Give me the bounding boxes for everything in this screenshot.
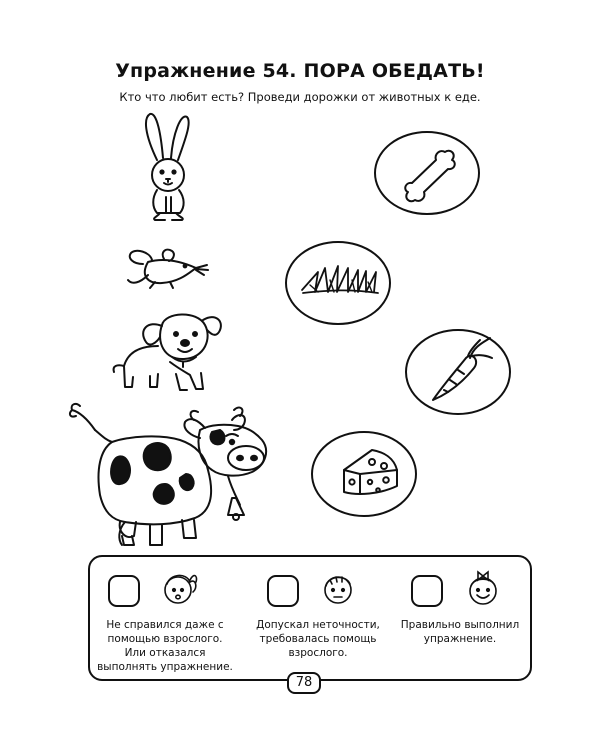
option2-line: Допускал неточности, <box>256 619 380 631</box>
bone-icon[interactable] <box>375 132 479 214</box>
option2-line: требовалась помощь <box>259 633 377 645</box>
dog-icon[interactable] <box>114 314 221 390</box>
option1-line: Не справился даже с <box>106 619 224 631</box>
option1-text <box>90 618 240 674</box>
page-number: 78 <box>287 672 321 694</box>
checkbox-needed-help[interactable] <box>267 575 299 607</box>
checkbox-completed-correctly[interactable] <box>411 575 443 607</box>
option1-line: Или отказался <box>124 647 206 659</box>
option3-line: Правильно выполнил <box>400 619 520 631</box>
rabbit-icon[interactable] <box>146 114 189 220</box>
girl-happy-face-icon <box>462 564 504 610</box>
girl-unhappy-face-icon <box>160 566 200 610</box>
option2-text <box>248 618 388 660</box>
carrot-icon[interactable] <box>406 330 510 414</box>
cheese-icon[interactable] <box>312 432 416 516</box>
option1-line: помощью взрослого. <box>107 633 223 645</box>
cow-icon[interactable] <box>70 404 266 545</box>
grass-icon[interactable] <box>286 242 390 324</box>
option1-line: выполнять упражнение. <box>97 661 233 673</box>
instruction-text: Кто что любит есть? Проведи дорожки от животных к еде. <box>119 90 481 104</box>
boy-neutral-face-icon <box>318 566 358 610</box>
option3-text <box>395 618 525 646</box>
checkbox-not-completed[interactable] <box>108 575 140 607</box>
option2-line: взрослого. <box>288 647 348 659</box>
page-title: Упражнение 54. ПОРА ОБЕДАТЬ! <box>115 60 485 82</box>
option3-line: упражнение. <box>423 633 497 645</box>
mouse-icon[interactable] <box>128 250 208 288</box>
